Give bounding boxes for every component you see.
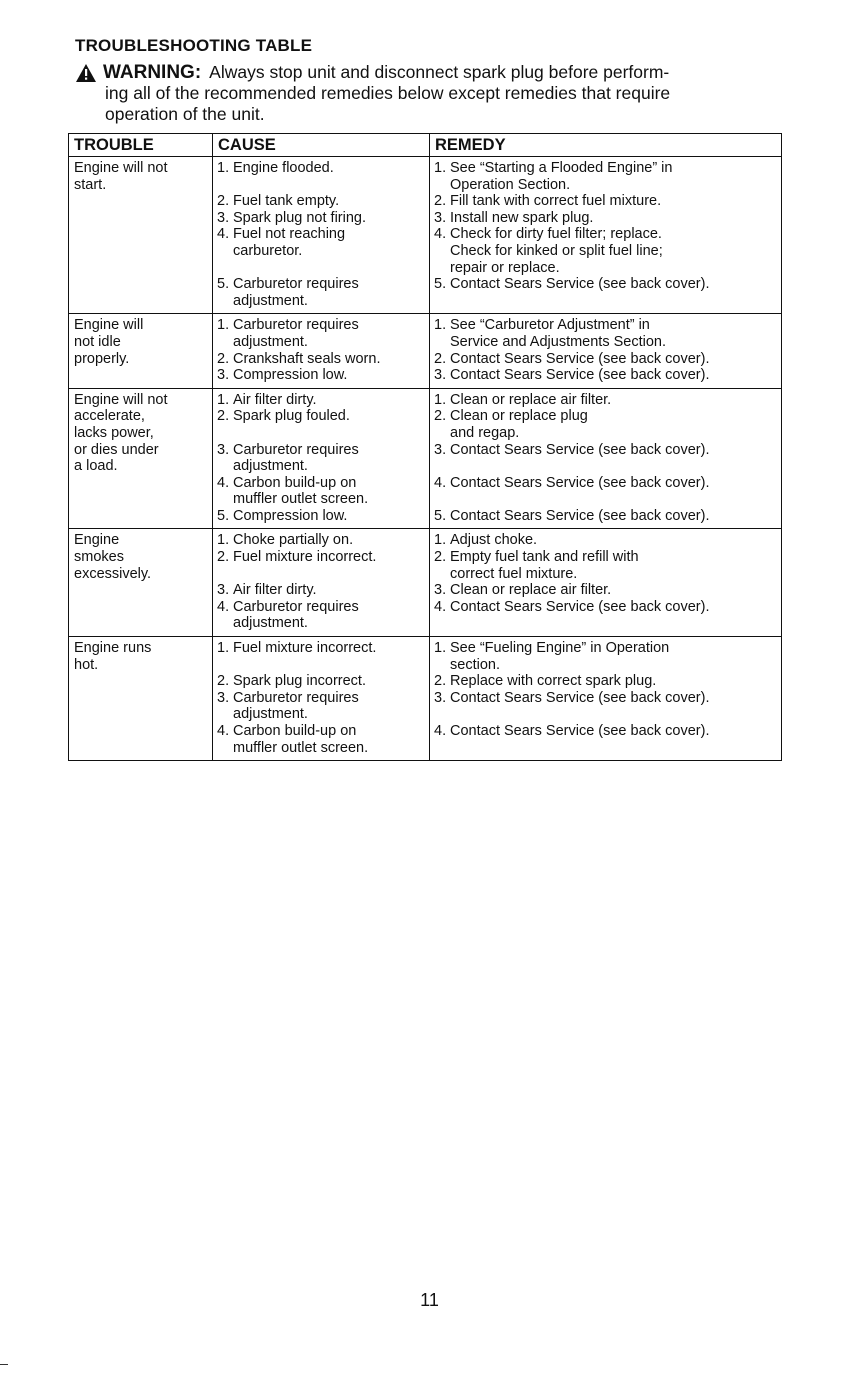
trouble-line: Engine runs [74,640,152,657]
cause-item [217,599,425,632]
cause-cell [212,157,429,313]
cause-item [217,351,425,368]
cause-text: Fuel not reaching [233,226,346,243]
cause-number: 2. [217,408,230,425]
cause-number: 3. [217,441,230,458]
cause-number: 2. [217,350,230,367]
remedy-number: 3. [434,441,447,458]
cause-text: carburetor. [233,242,303,259]
remedy-item [434,673,777,690]
cause-text: adjustment. [233,333,308,350]
remedy-text: Empty fuel tank and refill with [450,549,639,566]
cause-text: Choke partially on. [233,532,354,549]
cause-number: 3. [217,367,230,384]
remedy-number: 1. [434,317,447,334]
spacer [434,706,777,723]
trouble-line: hot. [74,656,99,673]
cause-text: muffler outlet screen. [233,739,369,756]
cause-item [217,193,425,210]
trouble-cell [69,529,212,636]
remedy-number: 4. [434,474,447,491]
page-title: TROUBLESHOOTING TABLE [75,36,313,55]
cause-number: 2. [217,673,230,690]
remedy-text: Contact Sears Service (see back cover). [450,689,710,706]
remedy-text: Fill tank with correct fuel mixture. [450,193,662,210]
cause-item [217,210,425,227]
remedy-text: Clean or replace air filter. [450,391,612,408]
table-row [69,529,781,637]
cause-item [217,276,425,309]
cause-cell [212,529,429,636]
cause-item [217,367,425,384]
remedy-text: Check for dirty fuel filter; replace. [450,226,662,243]
remedy-text: Check for kinked or split fuel line; [450,242,663,259]
remedy-number: 2. [434,193,447,210]
cause-text: Fuel tank empty. [233,193,340,210]
remedy-item [434,532,777,549]
trouble-line: not idle [74,333,121,350]
table-body [69,157,781,760]
remedy-text: Install new spark plug. [450,209,594,226]
cause-text: Carburetor requires [233,276,359,293]
trouble-line: Engine will not [74,160,168,176]
table-row [69,157,781,314]
remedy-item [434,582,777,599]
page-number: 11 [420,1290,439,1310]
remedy-item [434,367,777,384]
table-row [69,637,781,760]
remedy-item [434,408,777,441]
cause-text: adjustment. [233,706,308,723]
cause-text: Carbon build-up on [233,474,357,491]
remedy-number: 3. [434,209,447,226]
remedy-number: 4. [434,226,447,243]
cause-cell [212,389,429,529]
remedy-item [434,160,777,193]
remedy-text: Clean or replace air filter. [450,582,612,599]
cause-text: Carburetor requires [233,441,359,458]
remedy-number: 1. [434,532,447,549]
remedy-item [434,317,777,350]
cause-number: 5. [217,276,230,293]
cause-number: 4. [217,723,230,739]
remedy-text: repair or replace. [450,259,560,276]
cause-text: Air filter dirty. [233,391,317,408]
remedy-number: 4. [434,723,447,739]
cause-number: 1. [217,640,230,657]
remedy-number: 4. [434,598,447,615]
cause-text: adjustment. [233,458,308,475]
cause-number: 1. [217,317,230,334]
remedy-item [434,351,777,368]
cause-text: Crankshaft seals worn. [233,350,381,367]
cause-number: 1. [217,160,230,176]
cause-text: Compression low. [233,507,348,524]
remedy-number: 3. [434,689,447,706]
remedy-text: Adjust choke. [450,532,538,549]
remedy-number: 2. [434,408,447,425]
cause-item [217,640,425,657]
scan-mark [0,1364,8,1365]
remedy-number: 1. [434,640,447,657]
spacer [217,566,425,583]
cause-text: Spark plug not firing. [233,209,366,226]
spacer [217,260,425,277]
cause-item [217,408,425,425]
remedy-cell [429,314,781,387]
remedy-item [434,193,777,210]
spacer [434,458,777,475]
cause-number: 4. [217,598,230,615]
cause-item [217,226,425,259]
remedy-text: Contact Sears Service (see back cover). [450,474,710,491]
cause-text: muffler outlet screen. [233,491,369,508]
cause-number: 1. [217,391,230,408]
trouble-line: excessively. [74,565,152,582]
cause-text: Air filter dirty. [233,582,317,599]
cause-number: 3. [217,582,230,599]
remedy-text: Contact Sears Service (see back cover). [450,441,710,458]
remedy-item [434,723,777,740]
table-row [69,389,781,530]
trouble-cell [69,314,212,387]
trouble-cell [69,637,212,760]
remedy-text: Service and Adjustments Section. [450,333,667,350]
remedy-item [434,690,777,707]
cause-text: adjustment. [233,292,308,309]
remedy-text: correct fuel mixture. [450,565,578,582]
cause-item [217,723,425,756]
remedy-text: Contact Sears Service (see back cover). [450,276,710,293]
cause-text: Fuel mixture incorrect. [233,640,377,657]
remedy-text: Contact Sears Service (see back cover). [450,598,710,615]
remedy-text: Contact Sears Service (see back cover). [450,723,710,739]
cause-item [217,549,425,566]
cause-item [217,160,425,177]
cause-text: Spark plug incorrect. [233,673,366,690]
remedy-number: 5. [434,507,447,524]
cause-number: 5. [217,507,230,524]
remedy-number: 2. [434,350,447,367]
warning-text-line-3: operation of the unit. [105,104,265,124]
remedy-cell [429,389,781,529]
remedy-text: See “Starting a Flooded Engine” in [450,160,673,176]
cause-item [217,442,425,475]
trouble-line: accelerate, [74,408,145,425]
remedy-number: 2. [434,673,447,690]
cause-item [217,392,425,409]
remedy-item [434,442,777,459]
cause-text: Engine flooded. [233,160,334,176]
cause-number: 2. [217,193,230,210]
trouble-line: smokes [74,549,124,566]
remedy-cell [429,529,781,636]
cause-text: Spark plug fouled. [233,408,350,425]
warning-label: WARNING: [103,62,202,83]
spacer [217,657,425,674]
remedy-item [434,210,777,227]
remedy-text: Replace with correct spark plug. [450,673,657,690]
remedy-number: 1. [434,391,447,408]
cause-number: 2. [217,549,230,566]
trouble-line: a load. [74,458,118,475]
remedy-text: See “Carburetor Adjustment” in [450,317,650,334]
header-trouble: TROUBLE [74,136,154,154]
warning-text-line-2: ing all of the recommended remedies below except remedies that require [105,83,671,103]
remedy-text: Clean or replace plug [450,408,588,425]
cause-number: 3. [217,209,230,226]
remedy-item [434,508,777,525]
cause-number: 1. [217,532,230,549]
cause-number: 3. [217,689,230,706]
spacer [434,491,777,508]
cause-text: Compression low. [233,367,348,384]
trouble-line: Engine will not [74,391,168,408]
trouble-cell [69,157,212,313]
cause-text: Carburetor requires [233,598,359,615]
trouble-cell [69,389,212,529]
remedy-text: Operation Section. [450,176,571,193]
cause-cell [212,314,429,387]
warning-notice [75,62,775,125]
remedy-item [434,640,777,673]
cause-text: Fuel mixture incorrect. [233,549,377,566]
remedy-text: See “Fueling Engine” in Operation [450,640,670,657]
remedy-text: section. [450,656,500,673]
trouble-line: or dies under [74,441,159,458]
remedy-text: Contact Sears Service (see back cover). [450,507,710,524]
remedy-item [434,276,777,293]
trouble-line: Engine [74,532,120,549]
warning-text-line-1: Always stop unit and disconnect spark plug before perform- [209,62,670,82]
spacer [217,425,425,442]
remedy-number: 2. [434,549,447,566]
remedy-number: 5. [434,276,447,293]
remedy-text: Contact Sears Service (see back cover). [450,367,710,384]
remedy-item [434,226,777,276]
cause-item [217,582,425,599]
remedy-text: and regap. [450,424,520,441]
cause-text: Carbon build-up on [233,723,357,739]
remedy-cell [429,637,781,760]
remedy-text: Contact Sears Service (see back cover). [450,350,710,367]
warning-triangle-icon [75,63,97,83]
header-cause: CAUSE [212,134,429,156]
cause-cell [212,637,429,760]
remedy-item [434,599,777,616]
cause-text: Carburetor requires [233,689,359,706]
remedy-cell [429,157,781,313]
remedy-item [434,549,777,582]
cause-item [217,673,425,690]
cause-text: Carburetor requires [233,317,359,334]
cause-number: 4. [217,474,230,491]
cause-number: 4. [217,226,230,243]
cause-item [217,508,425,525]
trouble-line: start. [74,176,107,193]
remedy-number: 1. [434,160,447,176]
remedy-item [434,475,777,492]
trouble-line: Engine will [74,317,144,334]
remedy-item [434,392,777,409]
table-header [69,134,781,157]
remedy-number: 3. [434,582,447,599]
spacer [217,177,425,194]
trouble-line: lacks power, [74,424,154,441]
header-remedy: REMEDY [429,134,781,156]
cause-item [217,690,425,723]
cause-item [217,475,425,508]
cause-item [217,532,425,549]
cause-text: adjustment. [233,615,308,632]
trouble-line: properly. [74,350,130,367]
cause-item [217,317,425,350]
remedy-number: 3. [434,367,447,384]
table-row [69,314,781,388]
troubleshooting-table [68,133,782,761]
